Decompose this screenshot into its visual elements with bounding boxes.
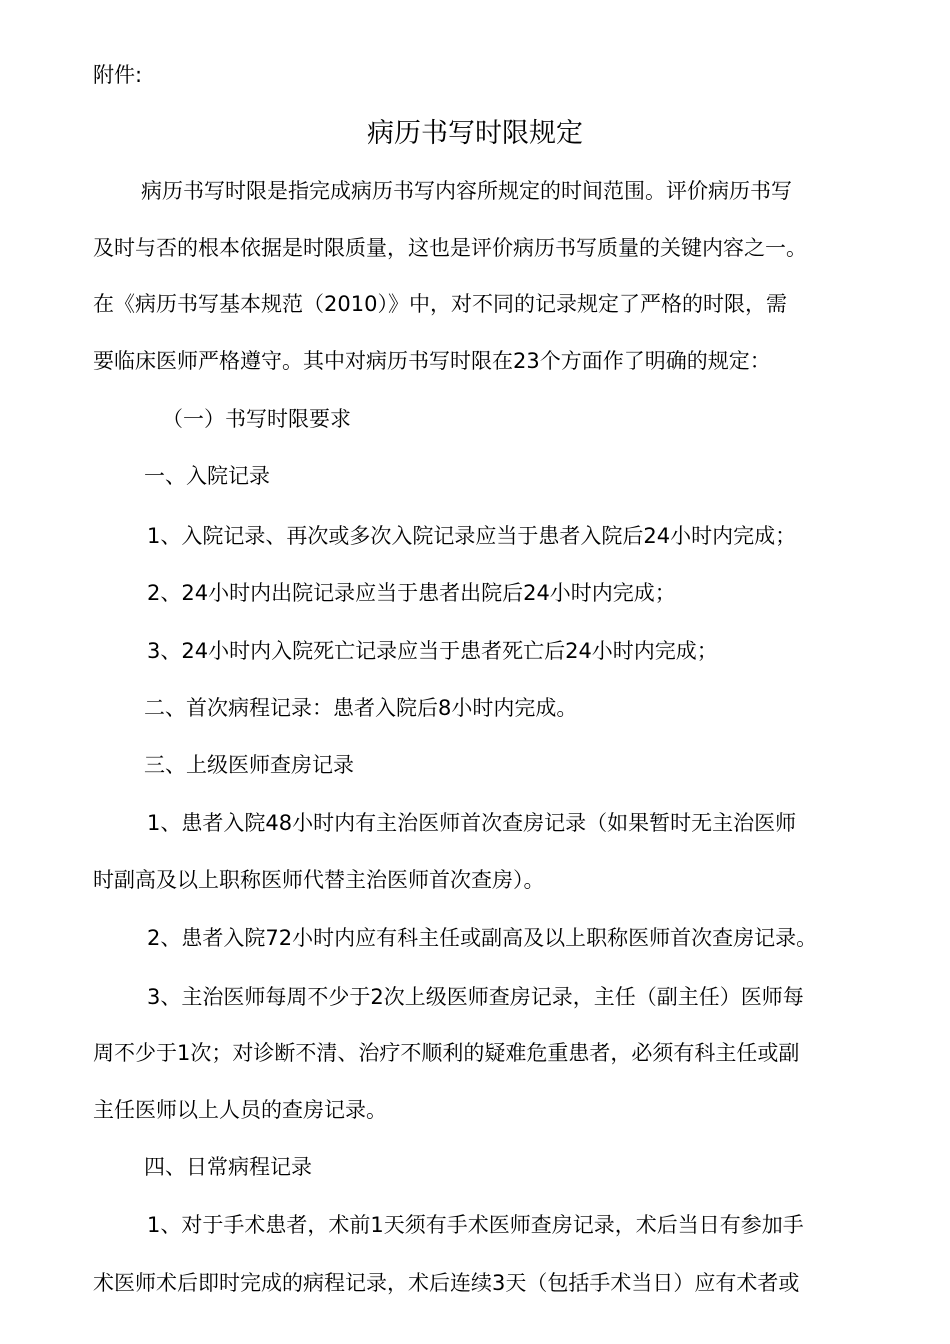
paragraph-line: 时副高及以上职称医师代替主治医师首次查房）。 — [93, 868, 545, 892]
list-item: 2、患者入院72小时内应有科主任或副高及以上职称医师首次查房记录。 — [147, 926, 818, 950]
list-item: 1、入院记录、再次或多次入院记录应当于患者入院后24小时内完成； — [147, 524, 797, 548]
list-item: 3、主治医师每周不少于2次上级医师查房记录，主任（副主任）医师每 — [147, 985, 804, 1009]
paragraph-line: 术医师术后即时完成的病程记录，术后连续3天（包括手术当日）应有术者或 — [93, 1271, 800, 1295]
section-heading: 三、上级医师查房记录 — [144, 753, 354, 777]
list-item: 1、患者入院48小时内有主治医师首次查房记录（如果暂时无主治医师 — [147, 811, 797, 835]
list-item: 1、对于手术患者，术前1天须有手术医师查房记录，术后当日有参加手 — [147, 1213, 804, 1237]
list-item: 2、24小时内出院记录应当于患者出院后24小时内完成； — [147, 581, 676, 605]
section-heading: 四、日常病程记录 — [144, 1155, 312, 1179]
document-title: 病历书写时限规定 — [367, 118, 583, 149]
paragraph-line: 主任医师以上人员的查房记录。 — [93, 1098, 387, 1122]
list-item: 3、24小时内入院死亡记录应当于患者死亡后24小时内完成； — [147, 639, 718, 663]
paragraph-line: 在《病历书写基本规范（2010）》中，对不同的记录规定了严格的时限，需 — [93, 292, 787, 316]
section-heading: 一、入院记录 — [144, 464, 270, 488]
paragraph-line: 周不少于1次；对诊断不清、治疗不顺利的疑难危重患者，必须有科主任或副 — [93, 1041, 800, 1065]
attachment-label: 附件: — [93, 63, 143, 87]
paragraph-line: 要临床医师严格遵守。其中对病历书写时限在23个方面作了明确的规定： — [93, 349, 771, 373]
paragraph-line: 及时与否的根本依据是时限质量，这也是评价病历书写质量的关键内容之一。 — [93, 236, 807, 260]
paragraph-line: 病历书写时限是指完成病历书写内容所规定的时间范围。评价病历书写 — [141, 179, 792, 203]
section-heading: 二、首次病程记录：患者入院后8小时内完成。 — [144, 696, 578, 720]
section-heading: （一）书写时限要求 — [162, 407, 351, 431]
